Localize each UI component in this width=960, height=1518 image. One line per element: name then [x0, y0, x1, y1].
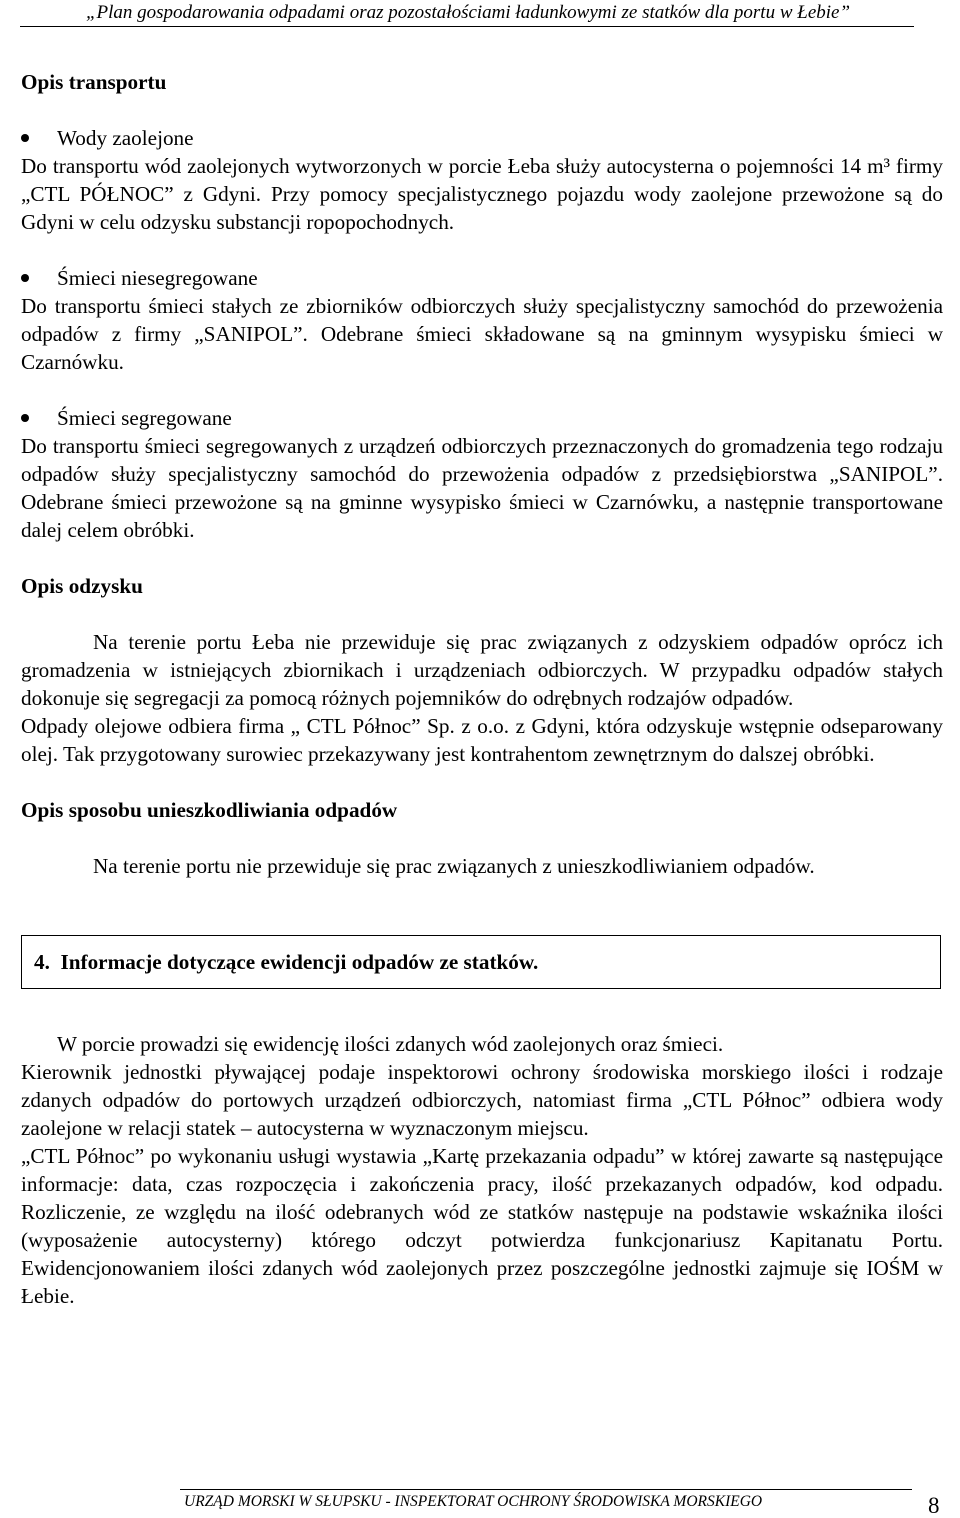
transport-item-sorted-waste	[21, 404, 943, 544]
section-title: Informacje dotyczące ewidencji odpadów ze statków.	[60, 950, 539, 974]
bullet-label: Wody zaolejone	[21, 124, 943, 152]
recovery-paragraph: Na terenie portu Łeba nie przewiduje się prac związanych z odzyskiem odpadów oprócz ich gromadzenia w istniejących zbiornikach i urządzeniach odbiorczych. W przypadku odpadów stałych dokonuje się segregacji za pomocą różnych pojemników do odrębnych rodzajów odpadów.	[21, 630, 943, 710]
page-number: 8	[928, 1493, 940, 1518]
transport-heading: Opis transportu	[21, 70, 167, 94]
running-header: „Plan gospodarowania odpadami oraz pozostałościami ładunkowymi ze statków dla portu w Łebie”	[85, 2, 851, 23]
bullet-text: Do transportu wód zaolejonych wytworzonych w porcie Łeba służy autocysterna o pojemności 14 m³ firmy „CTL PÓŁNOC” z Gdyni. Przy pomocy specjalistycznego pojazdu wody zaolejone przewożone są do Gdyni w celu odzysku substancji ropopochodnych.	[21, 154, 943, 234]
records-paragraph: „CTL Północ” po wykonaniu usługi wystawia „Kartę przekazania odpadu” w której zawarte są następujące informacje: data, czas rozpoczęcia i zakończenia pracy, ilość przekazanych odpadów, kod odpadu. Rozliczenie, ze względu na ilość odebranych wód ze statków następuje na podstawie wskaźnika ilości (wyposażenie autocysterny) którego odczyt potwierdza funkcjonariusz Kapitanatu Portu. Ewidencjonowaniem ilości zdanych wód zaolejonych przez poszczególne jednostki zajmuje się IOŚM w Łebie.	[21, 1144, 943, 1308]
records-paragraph: W porcie prowadzi się ewidencję ilości zdanych wód zaolejonych oraz śmieci.	[57, 1032, 724, 1056]
disposal-paragraph: Na terenie portu nie przewiduje się prac związanych z unieszkodliwianiem odpadów.	[93, 854, 815, 878]
page-body	[21, 60, 943, 1310]
transport-item-oily-water	[21, 124, 943, 236]
transport-item-unsorted-waste	[21, 264, 943, 376]
recovery-paragraph: Odpady olejowe odbiera firma „ CTL Północ” Sp. z o.o. z Gdyni, która odzyskuje wstępnie odseparowany olej. Tak przygotowany surowiec przekazywany jest kontrahentom zewnętrznym do dalszej obróbki.	[21, 714, 943, 766]
bullet-label: Śmieci segregowane	[21, 404, 943, 432]
section-number: 4.	[34, 950, 50, 974]
records-paragraph: Kierownik jednostki pływającej podaje inspektorowi ochrony środowiska morskiego ilości i rodzaje zdanych odpadów do portowych urządzeń odbiorczych, natomiast firma „CTL Północ” odbiera wody zaolejone w relacji statek – autocysterna w wyznaczonym miejscu.	[21, 1060, 943, 1140]
disposal-heading: Opis sposobu unieszkodliwiania odpadów	[21, 798, 398, 822]
running-footer: URZĄD MORSKI W SŁUPSKU - INSPEKTORAT OCHRONY ŚRODOWISKA MORSKIEGO	[184, 1493, 763, 1510]
bullet-label: Śmieci niesegregowane	[21, 264, 943, 292]
recovery-heading: Opis odzysku	[21, 574, 143, 598]
bullet-text: Do transportu śmieci stałych ze zbiorników odbiorczych służy specjalistyczny samochód do przewożenia odpadów z firmy „SANIPOL”. Odebrane śmieci składowane są na gminnym wysypisku śmieci w Czarnówku.	[21, 294, 943, 374]
header-divider	[20, 26, 914, 27]
section-4-heading-box	[21, 935, 941, 989]
bullet-text: Do transportu śmieci segregowanych z urządzeń odbiorczych przeznaczonych do gromadzenia tego rodzaju odpadów służy specjalistyczny samochód do przewożenia odpadów z przedsiębiorstwa „SANIPOL”. Odebrane śmieci przewożone są na gminne wysypisko śmieci w Czarnówku, a następnie transportowane dalej celem obróbki.	[21, 434, 943, 542]
